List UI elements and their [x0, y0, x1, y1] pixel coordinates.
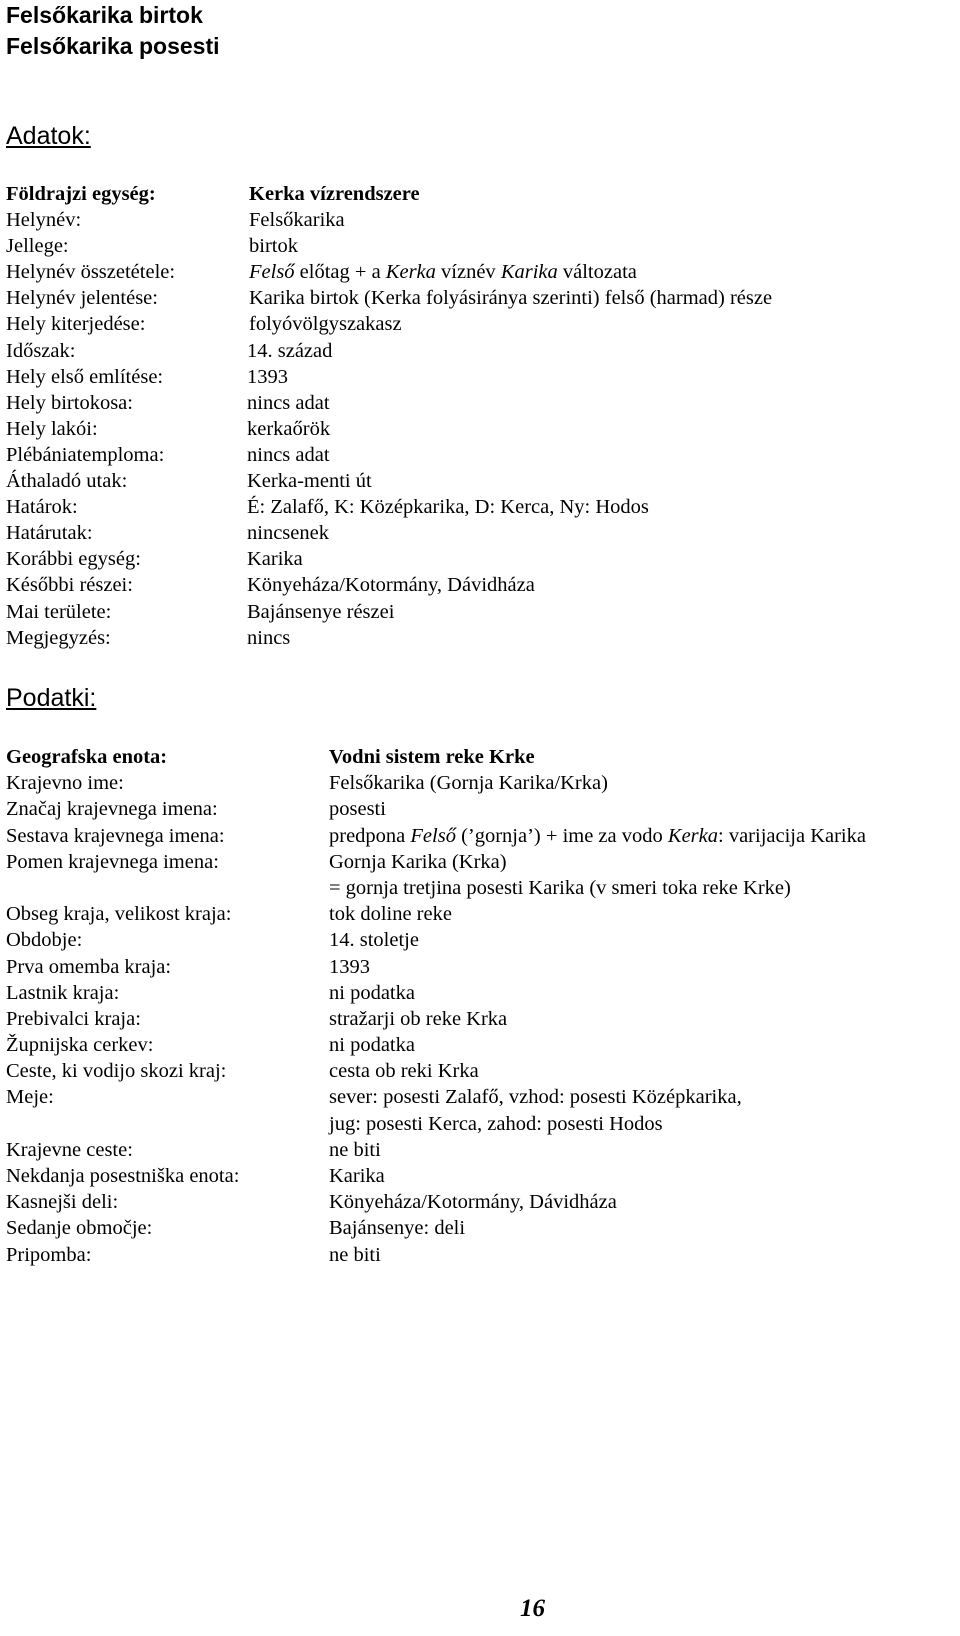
value-text: ni podatka [329, 1034, 415, 1057]
row-value [329, 1165, 385, 1188]
value-text: tok doline reke [329, 903, 452, 926]
value-text: ne biti [329, 1138, 381, 1161]
row-label: Helynév: [6, 209, 82, 232]
value-text: posesti [329, 798, 386, 821]
value-text: Kerka [667, 824, 718, 847]
row-value [249, 235, 298, 258]
row-label: Značaj krajevnega imena: [6, 798, 218, 821]
value-text: nincsenek [247, 522, 329, 545]
value-text: 1393 [329, 955, 370, 978]
value-text: jug: posesti Kerca, zahod: posesti Hodos [329, 1112, 663, 1135]
row-value [247, 548, 303, 571]
value-text: 14. század [247, 339, 333, 362]
value-text: Könyeháza/Kotormány, Dávidháza [247, 574, 535, 597]
row-label: Időszak: [6, 339, 76, 362]
value-text: ni podatka [329, 981, 415, 1004]
value-text: = gornja tretjina posesti Karika (v smeri toka reke Krke) [329, 876, 791, 899]
row-label: Kasnejši deli: [6, 1191, 119, 1214]
row-value [247, 601, 394, 624]
value-text: nincs adat [247, 443, 330, 466]
row-label: Obdobje: [6, 929, 83, 952]
row-label: Határok: [6, 496, 78, 519]
value-text: Vodni sistem reke Krke [329, 746, 535, 768]
value-text: változata [557, 261, 637, 284]
row-label: Meje: [6, 1086, 54, 1109]
row-value [329, 1034, 415, 1057]
value-text: 1393 [247, 365, 288, 388]
value-text: Karika [329, 1165, 385, 1187]
row-label: Krajevno ime: [6, 772, 124, 795]
row-value [247, 522, 329, 545]
row-value [249, 209, 345, 232]
value-text: kerkaőrök [247, 417, 331, 440]
row-label: Lastnik kraja: [6, 981, 120, 1004]
row-value [329, 982, 415, 1005]
value-text: Bajánsenye részei [247, 600, 395, 623]
row-value [249, 287, 772, 310]
row-value [329, 1086, 742, 1109]
row-value [329, 851, 507, 874]
value-text: ne biti [329, 1243, 381, 1266]
row-label: Mai területe: [6, 600, 112, 623]
row-value [247, 470, 372, 493]
row-label: Geografska enota: [6, 746, 168, 768]
row-value [329, 825, 866, 848]
heading-podatki: Podatki: [6, 684, 97, 712]
row-value [329, 772, 608, 795]
row-value [247, 392, 330, 415]
row-label: Sestava krajevnega imena: [6, 824, 225, 847]
value-text: Gornja Karika (Krka) [329, 850, 507, 873]
row-label: Krajevne ceste: [6, 1138, 133, 1161]
row-value [329, 1217, 465, 1240]
value-text: Karika [500, 261, 558, 284]
value-text: folyóvölgyszakasz [249, 313, 402, 336]
row-value [329, 1008, 507, 1031]
value-text: Felső [410, 824, 456, 847]
row-label: Határutak: [6, 522, 93, 545]
row-label: Hely lakói: [6, 417, 98, 440]
row-label: Plébániatemploma: [6, 443, 165, 466]
row-label: Župnijska cerkev: [6, 1034, 154, 1057]
value-text: cesta ob reki Krka [329, 1060, 479, 1083]
title-block [6, 0, 220, 62]
row-label: Pomen krajevnega imena: [6, 850, 219, 873]
value-text: Felsőkarika (Gornja Karika/Krka) [329, 772, 608, 795]
value-text: Felső [249, 261, 295, 284]
value-text: Karika birtok (Kerka folyásiránya szerinti) felső (harmad) része [249, 287, 773, 310]
row-value [249, 261, 637, 284]
row-value [249, 313, 402, 336]
row-label: Későbbi részei: [6, 574, 133, 597]
row-value [329, 1191, 617, 1214]
row-label: Helynév jelentése: [6, 287, 158, 310]
row-label: Megjegyzés: [6, 626, 111, 649]
value-text: : varijacija Karika [718, 824, 866, 847]
value-text: Felsőkarika [249, 209, 345, 232]
value-text: birtok [249, 235, 298, 258]
value-text: Karika [247, 548, 303, 571]
title-hungarian: Felsőkarika birtok [6, 2, 203, 28]
value-text: Bajánsenye: deli [329, 1217, 466, 1240]
row-label: Áthaladó utak: [6, 470, 128, 493]
row-value [329, 1113, 663, 1136]
row-value [329, 903, 452, 926]
heading-adatok: Adatok: [6, 122, 91, 150]
row-label: Nekdanja posestniška enota: [6, 1165, 240, 1187]
row-value [329, 1060, 479, 1083]
row-value [329, 877, 791, 900]
row-label: Hely első említése: [6, 365, 164, 388]
title-slovenian: Felsőkarika posesti [6, 33, 220, 59]
value-text: predpona [329, 824, 411, 847]
value-text: előtag + a [294, 261, 386, 284]
row-label: Sedanje območje: [6, 1217, 153, 1240]
value-text: Kerka [385, 261, 436, 284]
value-text: Kerka-menti út [247, 470, 372, 493]
value-text: Könyeháza/Kotormány, Dávidháza [329, 1191, 617, 1214]
value-text: 14. stoletje [329, 929, 419, 952]
value-text: Kerka vízrendszere [249, 183, 420, 205]
row-label: Pripomba: [6, 1243, 92, 1266]
row-value [329, 746, 535, 769]
row-label: Korábbi egység: [6, 548, 141, 571]
row-value [247, 340, 332, 363]
row-label: Ceste, ki vodijo skozi kraj: [6, 1060, 227, 1083]
value-text: víznév [435, 261, 501, 284]
row-value [247, 574, 535, 597]
row-value [247, 496, 649, 519]
row-value [329, 929, 419, 952]
row-label: Hely kiterjedése: [6, 313, 146, 336]
row-label: Prebivalci kraja: [6, 1007, 141, 1030]
value-text: sever: posesti Zalafő, vzhod: posesti Középkarika, [329, 1086, 742, 1109]
row-label: Obseg kraja, velikost kraja: [6, 903, 232, 926]
row-value [247, 444, 330, 467]
row-value [329, 956, 370, 979]
row-value [329, 1139, 381, 1162]
row-label: Jellege: [6, 235, 69, 258]
row-value [247, 418, 330, 441]
row-label: Hely birtokosa: [6, 391, 133, 414]
value-text: (’gornja’) + ime za vodo [455, 824, 668, 847]
value-text: nincs adat [247, 391, 330, 414]
row-label: Földrajzi egység: [6, 183, 156, 205]
row-label: Helynév összetétele: [6, 261, 176, 284]
row-value [247, 366, 288, 389]
row-value [249, 183, 420, 206]
page-number: 16 [520, 1595, 545, 1622]
value-text: nincs [247, 626, 291, 649]
value-text: stražarji ob reke Krka [329, 1007, 508, 1030]
row-label: Prva omemba kraja: [6, 955, 172, 978]
value-text: É: Zalafő, K: Középkarika, D: Kerca, Ny: Hodos [247, 496, 649, 519]
row-value [247, 627, 290, 650]
row-value [329, 1244, 381, 1267]
row-value [329, 798, 386, 821]
